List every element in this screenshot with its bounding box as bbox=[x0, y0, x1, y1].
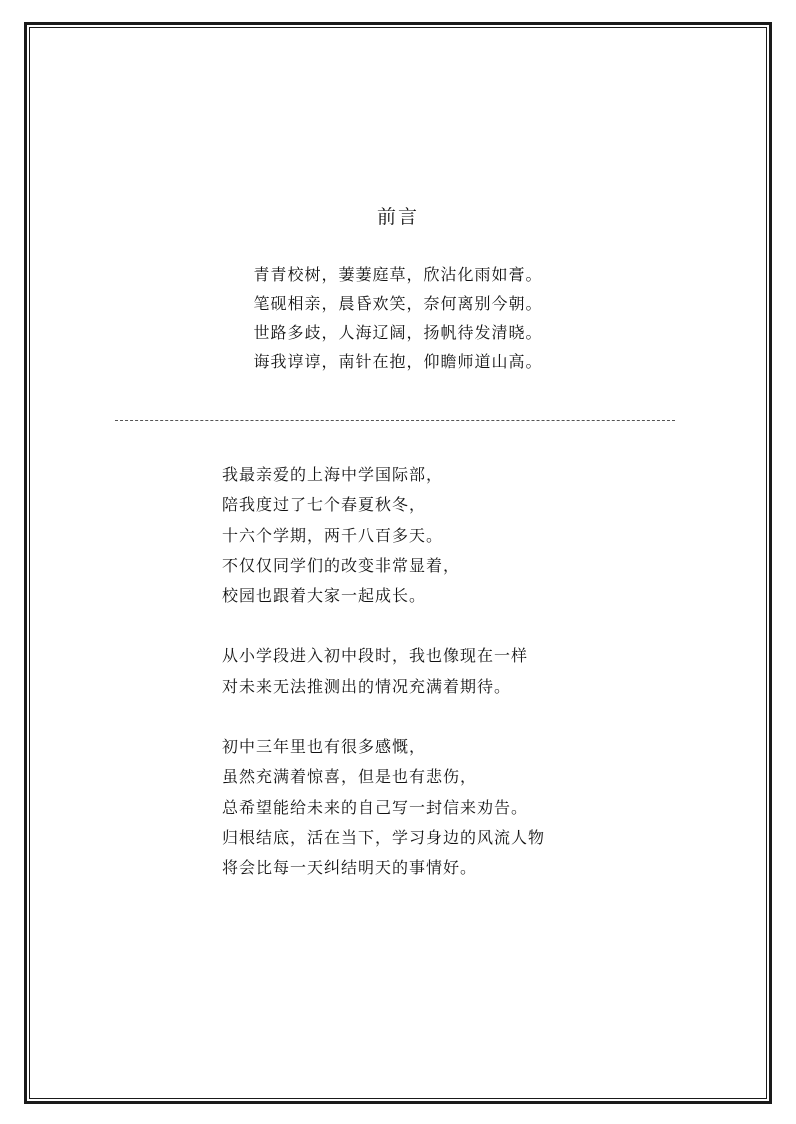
poem-line: 诲我谆谆，南针在抱，仰瞻师道山高。 bbox=[253, 352, 543, 371]
text-line: 总希望能给未来的自己写一封信来劝告。 bbox=[222, 797, 529, 817]
preface-body bbox=[222, 460, 662, 914]
text-line: 陪我度过了七个春夏秋冬， bbox=[222, 495, 427, 515]
text-line: 校园也跟着大家一起成长。 bbox=[222, 586, 427, 606]
dashed-divider bbox=[115, 420, 675, 421]
text-line: 十六个学期，两千八百多天。 bbox=[222, 525, 444, 545]
stanza bbox=[222, 460, 662, 611]
stanza bbox=[222, 641, 662, 702]
text-line: 不仅仅同学们的改变非常显着， bbox=[222, 555, 461, 575]
poem-line: 青青校树，萋萋庭草，欣沾化雨如膏。 bbox=[253, 265, 543, 284]
text-line: 将会比每一天纠结明天的事情好。 bbox=[222, 858, 478, 878]
text-line: 初中三年里也有很多感慨， bbox=[222, 737, 427, 757]
text-line: 归根结底，活在当下，学习身边的风流人物 bbox=[222, 827, 546, 847]
poem-line: 世路多歧，人海辽阔，扬帆待发清晓。 bbox=[253, 323, 543, 342]
text-line: 对未来无法推测出的情况充满着期待。 bbox=[222, 676, 512, 696]
preface-poem bbox=[0, 260, 796, 376]
text-line: 虽然充满着惊喜，但是也有悲伤， bbox=[222, 767, 478, 787]
stanza bbox=[222, 732, 662, 883]
page-title: 前言 bbox=[376, 206, 419, 228]
poem-line: 笔砚相亲，晨昏欢笑，奈何离别今朝。 bbox=[253, 294, 543, 313]
text-line: 我最亲爱的上海中学国际部， bbox=[222, 465, 444, 484]
text-line: 从小学段进入初中段时，我也像现在一样 bbox=[222, 646, 529, 666]
